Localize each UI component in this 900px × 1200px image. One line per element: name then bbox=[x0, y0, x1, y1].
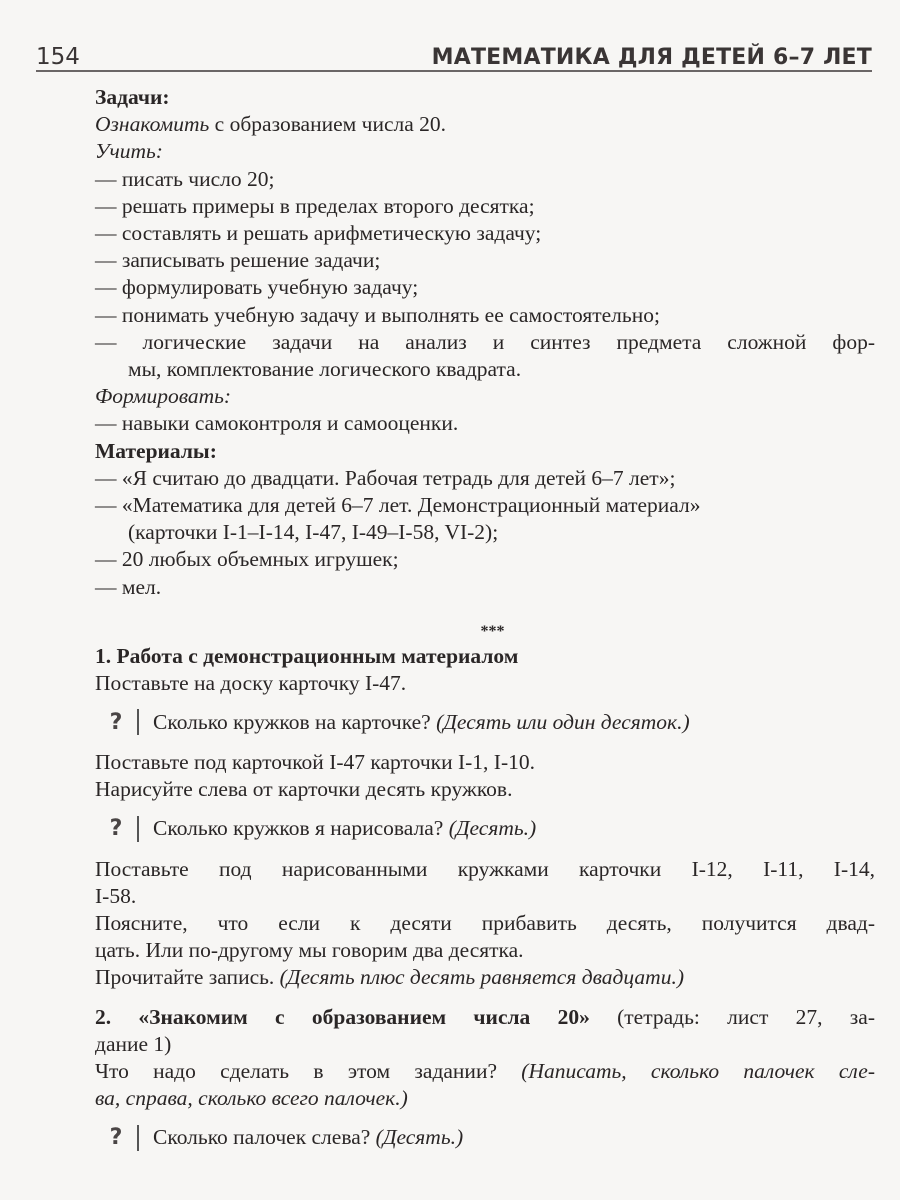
section-1-text-continuation: I-58. bbox=[95, 883, 137, 908]
page-body bbox=[95, 84, 875, 1165]
question-divider bbox=[137, 816, 139, 842]
question-mark-icon: ? bbox=[109, 1124, 123, 1150]
section-2-answer-continuation: ва, справа, сколько всего палочек.) bbox=[95, 1086, 408, 1111]
teach-item-continuation: мы, комплектование логического квадрата. bbox=[128, 357, 522, 382]
page-number: 154 bbox=[36, 44, 80, 70]
teach-item: — логические задачи на анализ и синтез предмета сложной фор- bbox=[95, 329, 875, 354]
teach-item: — записывать решение задачи; bbox=[95, 248, 381, 273]
question-text bbox=[153, 709, 690, 736]
materials-heading: Материалы: bbox=[95, 438, 217, 463]
question-answer: (Десять.) bbox=[375, 1124, 464, 1149]
section-separator: *** bbox=[480, 622, 505, 640]
question-text bbox=[153, 815, 536, 842]
materials-item: — 20 любых объемных игрушек; bbox=[95, 547, 399, 572]
question-answer: (Десять или один десяток.) bbox=[436, 709, 690, 734]
question-block bbox=[95, 1123, 875, 1153]
section-2-question bbox=[95, 1058, 875, 1085]
section-1-text: Поставьте под нарисованными кружками карточки I-12, I-11, I-14, bbox=[95, 856, 875, 881]
question-divider bbox=[137, 709, 139, 735]
question-prompt: Сколько кружков на карточке? bbox=[153, 709, 437, 734]
tasks-heading: Задачи: bbox=[95, 85, 170, 109]
section-1-text: Поставьте на доску карточку I-47. bbox=[95, 671, 407, 696]
teach-item: — понимать учебную задачу и выполнять ее самостоятельно; bbox=[95, 302, 660, 327]
familiarize-label: Ознакомить bbox=[95, 112, 210, 137]
section-2-reference: (тетрадь: лист 27, за- bbox=[589, 1004, 875, 1029]
familiarize-line bbox=[95, 111, 875, 138]
question-divider bbox=[137, 1125, 139, 1151]
teach-item: — составлять и решать арифметическую задачу; bbox=[95, 221, 542, 246]
section-1-text: Поясните, что если к десяти прибавить десять, получится двад- bbox=[95, 911, 875, 936]
teach-label: Учить: bbox=[95, 139, 163, 164]
form-item: — навыки самоконтроля и самооценки. bbox=[95, 411, 459, 436]
question-prompt: Сколько кружков я нарисовала? bbox=[153, 816, 449, 841]
section-1-text-continuation: цать. Или по-другому мы говорим два десятка. bbox=[95, 938, 524, 963]
materials-item: — мел. bbox=[95, 574, 162, 599]
book-title: МАТЕМАТИКА ДЛЯ ДЕТЕЙ 6–7 ЛЕТ bbox=[431, 45, 872, 70]
section-1-title: 1. Работа с демонстрационным материалом bbox=[95, 643, 519, 668]
materials-item: — «Математика для детей 6–7 лет. Демонстрационный материал» bbox=[95, 493, 701, 518]
question-answer: (Десять.) bbox=[448, 816, 537, 841]
question-text bbox=[153, 1124, 463, 1151]
running-head bbox=[36, 34, 872, 70]
spacer bbox=[95, 992, 875, 1004]
question-prompt: Сколько палочек слева? bbox=[153, 1124, 376, 1149]
section-1-text: Нарисуйте слева от карточки десять кружков. bbox=[95, 777, 513, 802]
section-1-text: Поставьте под карточкой I-47 карточки I-1, I-10. bbox=[95, 750, 535, 775]
question-prompt: Что надо сделать в этом задании? bbox=[95, 1059, 522, 1084]
form-label: Формировать: bbox=[95, 384, 232, 409]
familiarize-text: с образованием числа 20. bbox=[209, 112, 447, 137]
question-block bbox=[95, 814, 875, 844]
section-1-text bbox=[95, 964, 875, 991]
teach-item: — писать число 20; bbox=[95, 166, 275, 191]
teach-item: — решать примеры в пределах второго десятка; bbox=[95, 193, 535, 218]
materials-item: — «Я считаю до двадцати. Рабочая тетрадь для детей 6–7 лет»; bbox=[95, 465, 676, 490]
question-mark-icon: ? bbox=[109, 816, 123, 842]
section-2-title-line bbox=[95, 1004, 875, 1031]
question-mark-icon: ? bbox=[109, 709, 123, 735]
materials-item-continuation: (карточки I-1–I-14, I-47, I-49–I-58, VI-2); bbox=[128, 520, 499, 545]
section-2-title: 2. «Знакомим с образованием числа 20» bbox=[95, 1004, 590, 1029]
instruction-text: Прочитайте запись. bbox=[95, 965, 280, 990]
expected-answer: (Десять плюс десять равняется двадцати.) bbox=[279, 965, 684, 990]
question-block bbox=[95, 707, 875, 737]
section-2-reference-continuation: дание 1) bbox=[95, 1031, 172, 1056]
header-rule bbox=[36, 70, 872, 72]
question-answer: (Написать, сколько палочек сле- bbox=[521, 1059, 876, 1084]
teach-item: — формулировать учебную задачу; bbox=[95, 275, 419, 300]
